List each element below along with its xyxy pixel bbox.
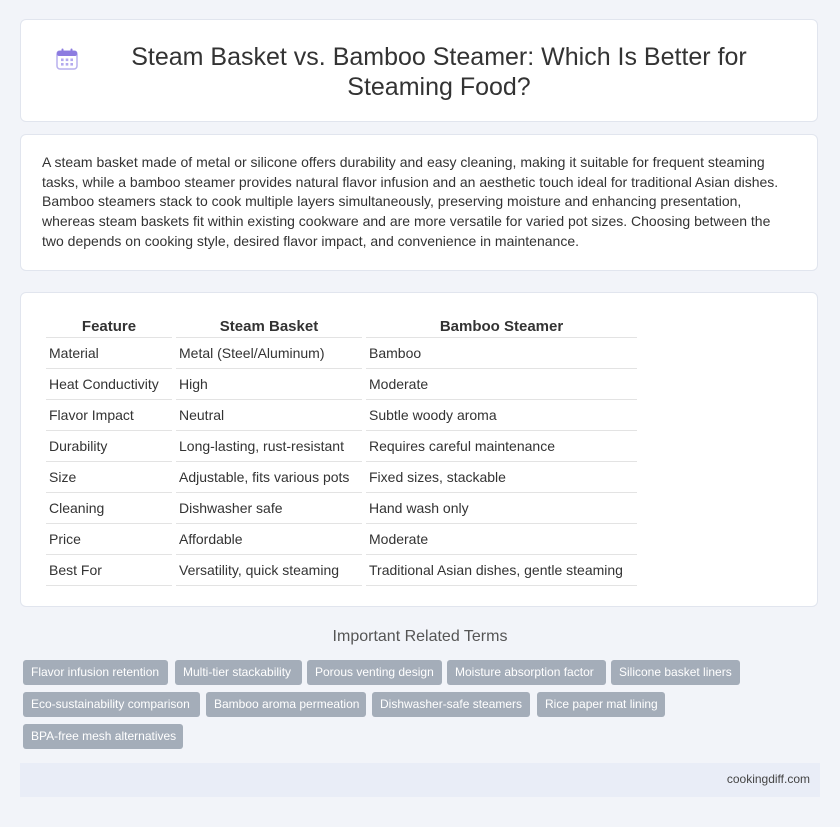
- table-cell: Metal (Steel/Aluminum): [176, 338, 362, 369]
- footer: [20, 763, 820, 797]
- column-header-feature: Feature: [46, 315, 172, 338]
- summary-card: [20, 134, 818, 271]
- table-cell: Traditional Asian dishes, gentle steaming: [366, 555, 637, 586]
- table-cell: Cleaning: [46, 493, 172, 524]
- table-cell: Heat Conductivity: [46, 369, 172, 400]
- page-title: Steam Basket vs. Bamboo Steamer: Which Is Better for Steaming Food?: [131, 43, 747, 101]
- table-row: [46, 555, 637, 586]
- related-terms-heading: Important Related Terms: [332, 628, 508, 645]
- table-cell: Hand wash only: [366, 493, 637, 524]
- tag-silicone-basket-liners[interactable]: Silicone basket liners: [611, 660, 740, 685]
- column-header-steam-basket: Steam Basket: [176, 315, 362, 338]
- calendar-icon: [54, 46, 80, 72]
- table-cell: Requires careful maintenance: [366, 431, 637, 462]
- table-cell: Bamboo: [366, 338, 637, 369]
- table-cell: Moderate: [366, 369, 637, 400]
- table-header-row: [46, 315, 637, 338]
- table-row: [46, 493, 637, 524]
- tag-flavor-infusion-retention[interactable]: Flavor infusion retention: [23, 660, 168, 685]
- title-card: [20, 19, 818, 122]
- table-cell: Moderate: [366, 524, 637, 555]
- table-cell: High: [176, 369, 362, 400]
- tag-porous-venting-design[interactable]: Porous venting design: [307, 660, 442, 685]
- table-cell: Versatility, quick steaming: [176, 555, 362, 586]
- tag-rice-paper-mat-lining[interactable]: Rice paper mat lining: [537, 692, 665, 717]
- table-row: [46, 524, 637, 555]
- tag-moisture-absorption-factor[interactable]: Moisture absorption factor: [447, 660, 606, 685]
- table-cell: Dishwasher safe: [176, 493, 362, 524]
- table-row: [46, 338, 637, 369]
- table-cell: Material: [46, 338, 172, 369]
- table-cell: Durability: [46, 431, 172, 462]
- table-cell: Flavor Impact: [46, 400, 172, 431]
- comparison-table: [42, 315, 641, 586]
- table-cell: Subtle woody aroma: [366, 400, 637, 431]
- table-cell: Size: [46, 462, 172, 493]
- table-row: [46, 462, 637, 493]
- footer-site-link[interactable]: cookingdiff.com: [726, 772, 810, 786]
- table-row: [46, 369, 637, 400]
- comparison-card: [20, 292, 818, 607]
- table-cell: Neutral: [176, 400, 362, 431]
- tag-eco-sustainability-comparison[interactable]: Eco-sustainability comparison: [23, 692, 200, 717]
- table-cell: Long-lasting, rust-resistant: [176, 431, 362, 462]
- tag-dishwasher-safe-steamers[interactable]: Dishwasher-safe steamers: [372, 692, 530, 717]
- summary-paragraph: A steam basket made of metal or silicone offers durability and easy cleaning, making it suitable for frequent steaming tasks, while a bamboo steamer provides natural flavor infusion and an aesthetic touch ideal for traditional Asian dishes. Bamboo steamers stack to cook multiple layers simultaneously, preserving moisture and enhancing presentation, whereas steam baskets fit within existing cookware and are more versatile for varied pot sizes. Choosing between the two depends on cooking style, desired flavor impact, and convenience in maintenance.: [42, 154, 779, 249]
- table-cell: Fixed sizes, stackable: [366, 462, 637, 493]
- column-header-bamboo-steamer: Bamboo Steamer: [366, 315, 637, 338]
- table-row: [46, 400, 637, 431]
- table-cell: Affordable: [176, 524, 362, 555]
- table-cell: Price: [46, 524, 172, 555]
- tag-bamboo-aroma-permeation[interactable]: Bamboo aroma permeation: [206, 692, 366, 717]
- table-row: [46, 431, 637, 462]
- tag-bpa-free-mesh-alternatives[interactable]: BPA-free mesh alternatives: [23, 724, 183, 749]
- table-cell: Adjustable, fits various pots: [176, 462, 362, 493]
- table-cell: Best For: [46, 555, 172, 586]
- tag-multi-tier-stackability[interactable]: Multi-tier stackability: [175, 660, 302, 685]
